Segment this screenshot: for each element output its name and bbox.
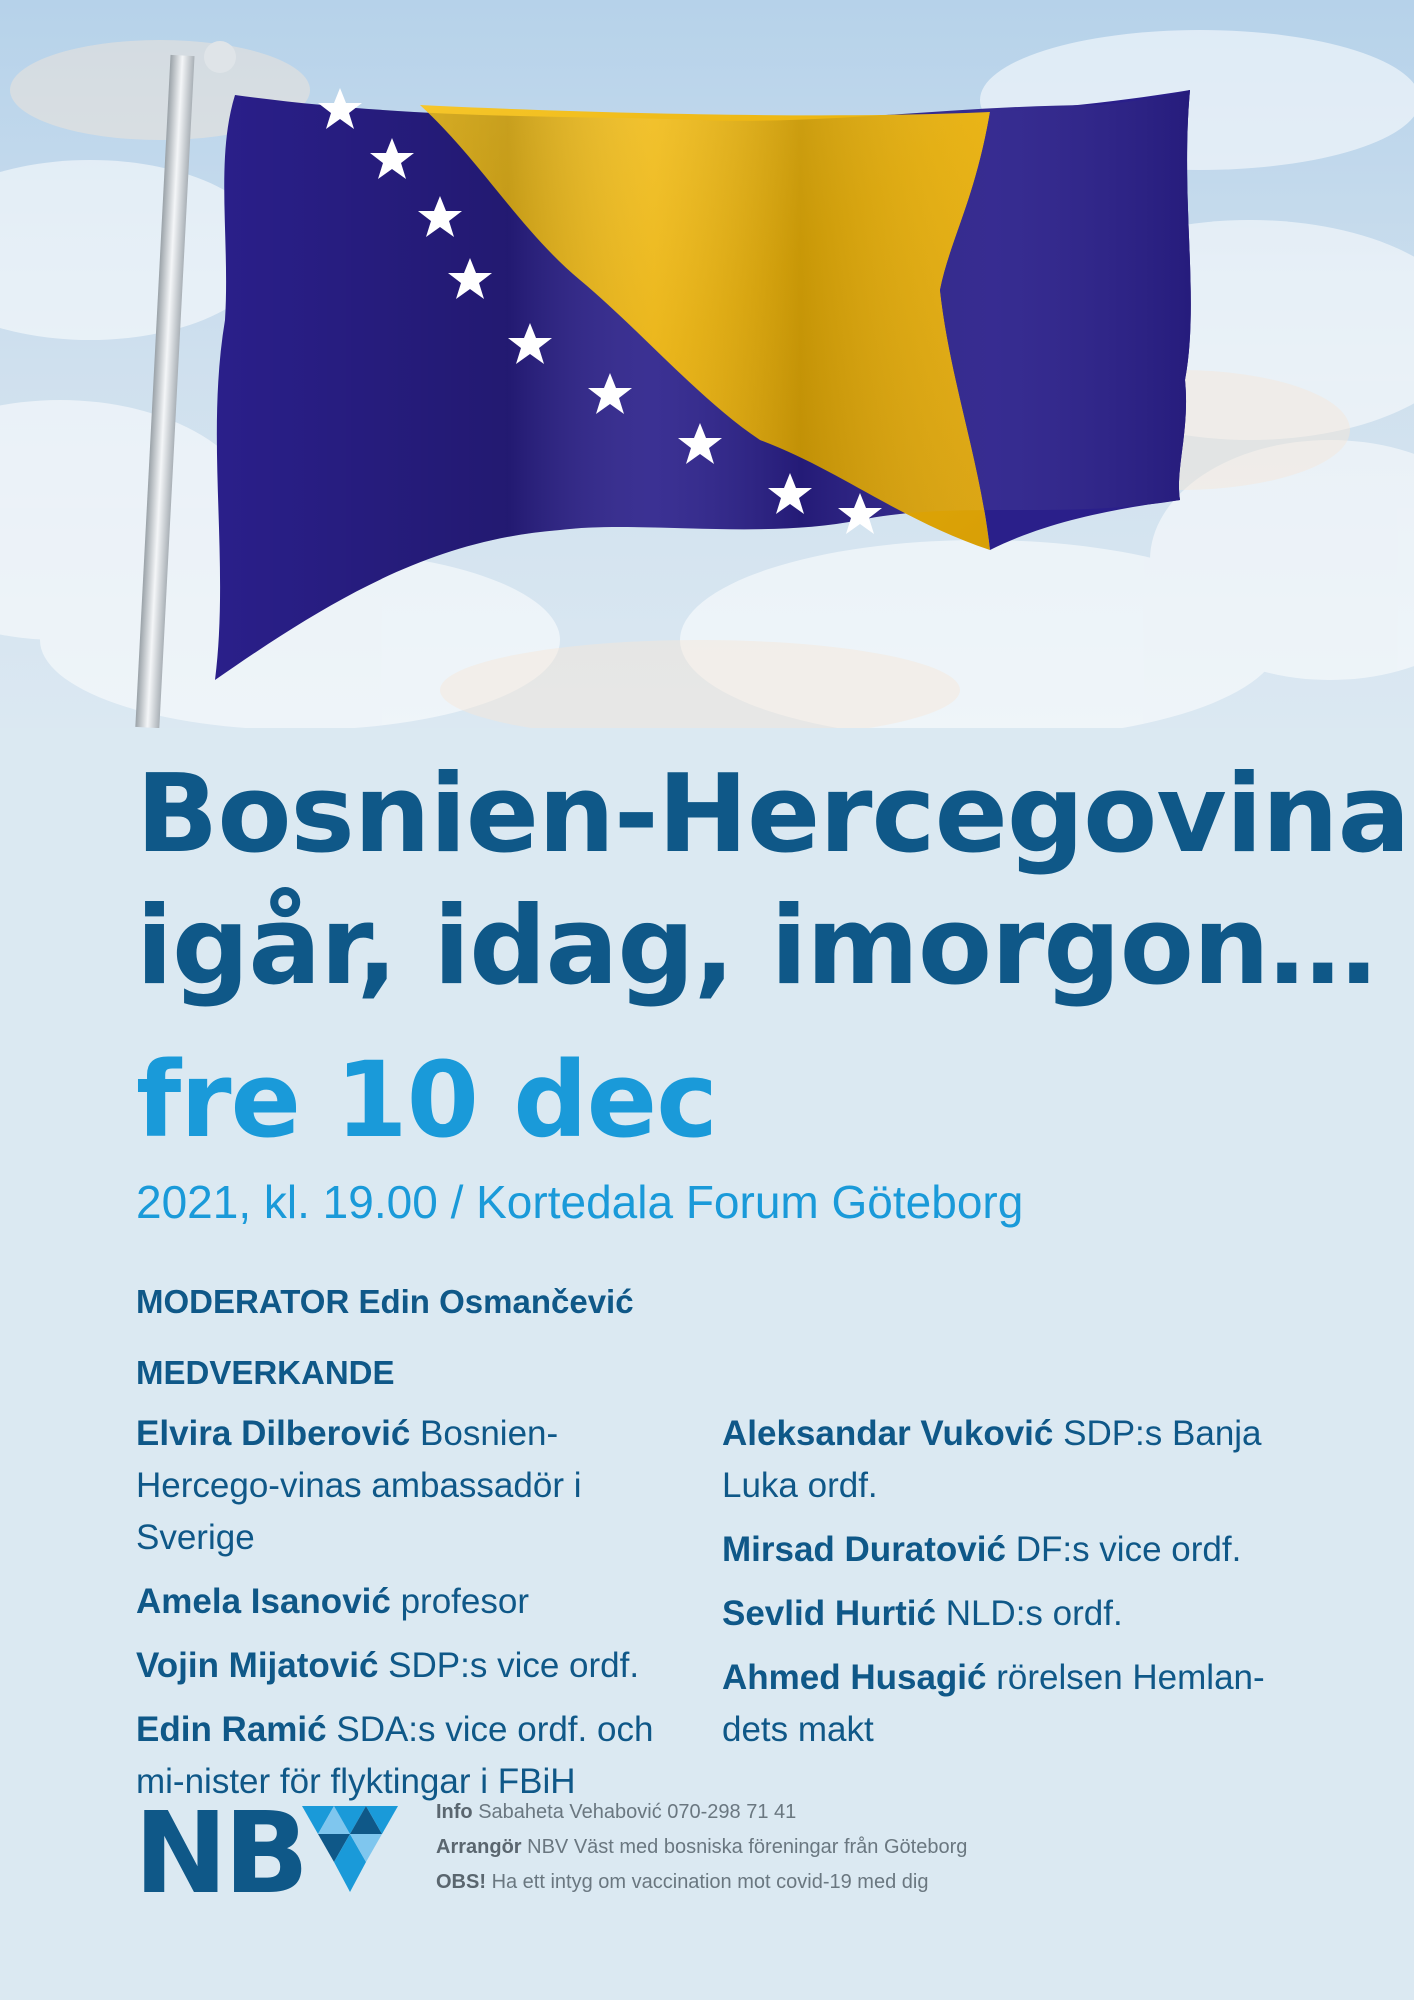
- hero-image: [0, 0, 1414, 728]
- participant-name: Vojin Mijatović: [136, 1646, 379, 1685]
- participant-item: [136, 1704, 696, 1808]
- participants-label: MEDVERKANDE: [136, 1354, 395, 1391]
- moderator: [136, 1280, 634, 1324]
- nbv-logo: [134, 1800, 404, 1905]
- page-title-line-1: Bosnien-Hercegovina: [136, 752, 1410, 877]
- participant-name: Amela Isanović: [136, 1582, 391, 1621]
- participant-role: NLD:s ordf.: [945, 1594, 1123, 1633]
- participant-role: DF:s vice ordf.: [1015, 1530, 1242, 1569]
- flagpole-finial: [204, 41, 236, 73]
- participants-list-left: [136, 1408, 696, 1820]
- participant-item: [136, 1640, 696, 1692]
- moderator-label: MODERATOR: [136, 1283, 350, 1320]
- arranger-line: [436, 1830, 967, 1865]
- obs-line: [436, 1865, 967, 1900]
- arranger-text: NBV Väst med bosniska föreningar från Göteborg: [527, 1836, 968, 1858]
- logo-text: NB: [134, 1800, 306, 1900]
- participant-role: rörelsen Hemlan-dets makt: [722, 1658, 1265, 1749]
- participant-item: [722, 1408, 1282, 1512]
- participant-item: [722, 1524, 1282, 1576]
- info-label: Info: [436, 1801, 473, 1823]
- info-text: Sabaheta Vehabović 070-298 71 41: [478, 1801, 797, 1823]
- info-line: [436, 1795, 967, 1830]
- arranger-label: Arrangör: [436, 1836, 522, 1858]
- participant-item: [722, 1652, 1282, 1756]
- event-time-location: 2021, kl. 19.00 / Kortedala Forum Göteborg: [136, 1176, 1024, 1228]
- moderator-name: Edin Osmančević: [358, 1283, 634, 1320]
- participant-role: profesor: [400, 1582, 529, 1621]
- participant-role: SDP:s Banja Luka ordf.: [722, 1414, 1262, 1505]
- participant-name: Ahmed Husagić: [722, 1658, 987, 1697]
- participants-list-right: [722, 1408, 1282, 1768]
- participant-item: [136, 1576, 696, 1628]
- participant-name: Aleksandar Vuković: [722, 1414, 1054, 1453]
- participant-name: Mirsad Duratović: [722, 1530, 1006, 1569]
- participant-name: Elvira Dilberović: [136, 1414, 411, 1453]
- participant-name: Sevlid Hurtić: [722, 1594, 936, 1633]
- participant-role: SDP:s vice ordf.: [388, 1646, 640, 1685]
- footer-info: [436, 1795, 967, 1900]
- page-title-line-2: igår, idag, imorgon…: [136, 884, 1376, 1009]
- participant-item: [136, 1408, 696, 1564]
- flag-photo: [0, 0, 1414, 728]
- participant-role: SDA:s vice ordf. och mi-nister för flyktingar i FBiH: [136, 1710, 654, 1801]
- obs-text: Ha ett intyg om vaccination mot covid-19 med dig: [491, 1871, 929, 1893]
- participant-role: Bosnien-Hercego-vinas ambassadör i Sverige: [136, 1414, 582, 1557]
- participant-item: [722, 1588, 1282, 1640]
- nbv-v-triangle-icon: [302, 1806, 398, 1892]
- event-date: fre 10 dec: [136, 1039, 717, 1161]
- obs-label: OBS!: [436, 1871, 486, 1893]
- participant-name: Edin Ramić: [136, 1710, 327, 1749]
